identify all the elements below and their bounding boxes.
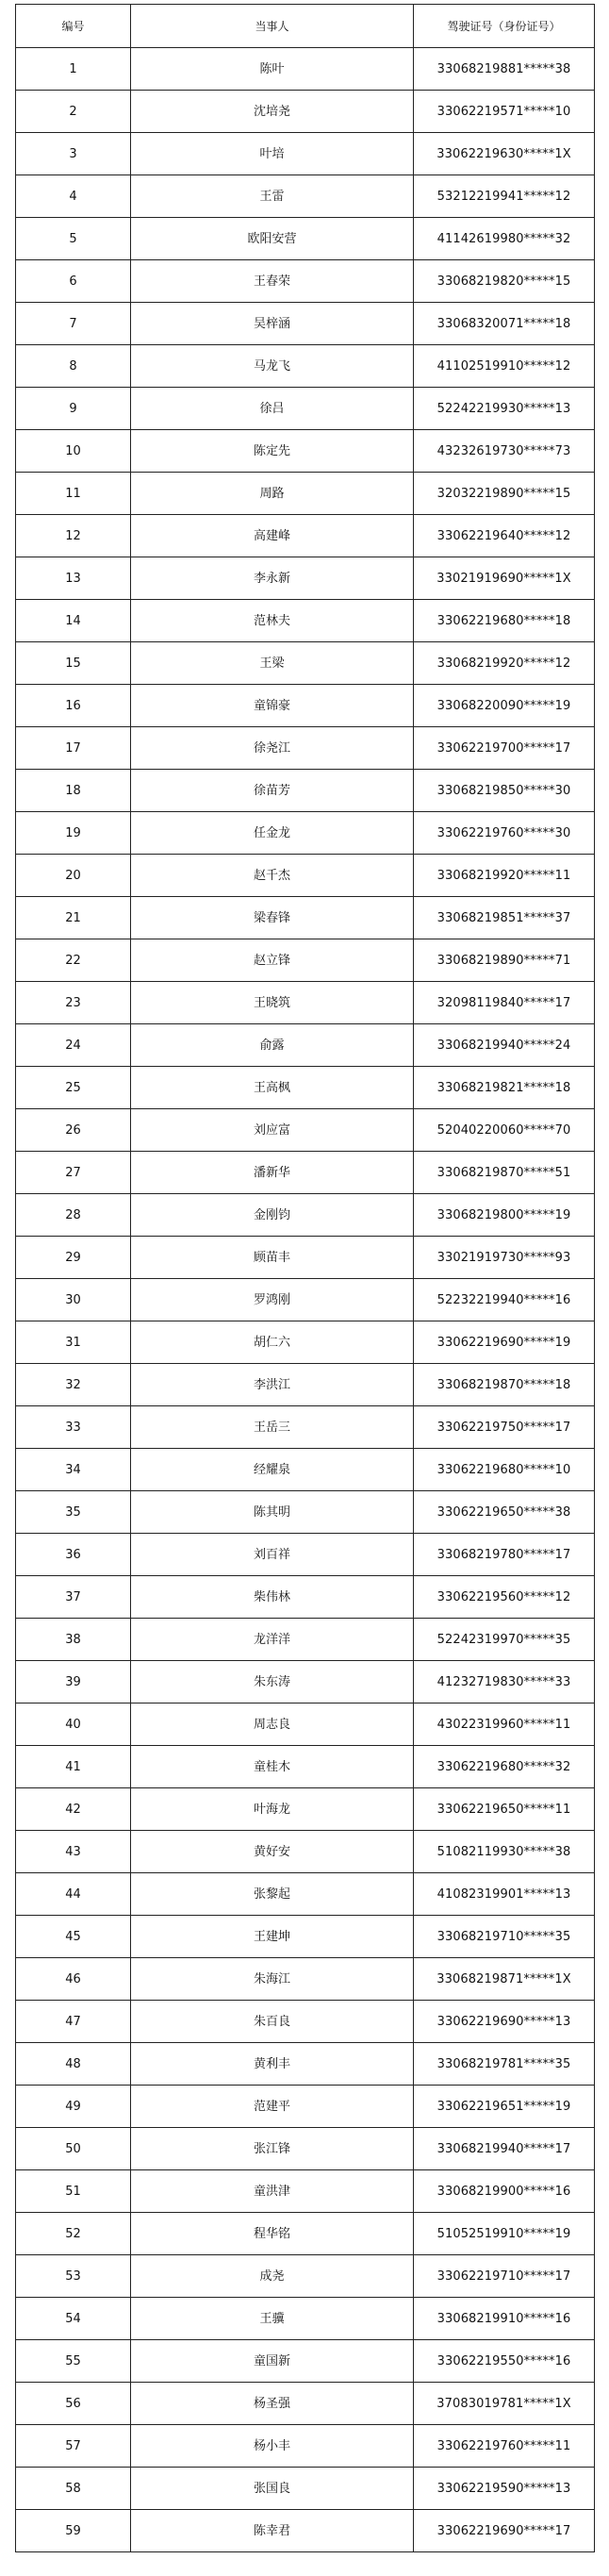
row-number: 14: [16, 600, 131, 642]
table-row: [16, 1406, 595, 1449]
license-id: 32098119840*****17: [414, 982, 595, 1024]
table-row: [16, 812, 595, 855]
row-number: 31: [16, 1321, 131, 1364]
table-row: [16, 218, 595, 260]
table-row: [16, 1491, 595, 1534]
license-id: 43232619730*****73: [414, 430, 595, 473]
license-id: 33068219710*****35: [414, 1916, 595, 1958]
license-id: 52242219930*****13: [414, 388, 595, 430]
party-name: 徐苗芳: [131, 770, 414, 812]
party-name: 张黎起: [131, 1873, 414, 1916]
row-number: 21: [16, 897, 131, 939]
party-name: 张国良: [131, 2468, 414, 2510]
license-id: 33068219940*****24: [414, 1024, 595, 1067]
table-row: [16, 2510, 595, 2552]
party-name: 王骥: [131, 2298, 414, 2340]
table-row: [16, 727, 595, 770]
party-name: 赵千杰: [131, 855, 414, 897]
license-id: 33021919730*****93: [414, 1237, 595, 1279]
table-row: [16, 133, 595, 175]
table-row: [16, 1152, 595, 1194]
header-row: [16, 5, 595, 48]
party-name: 马龙飞: [131, 345, 414, 388]
license-id: 33068219820*****15: [414, 260, 595, 303]
table-row: [16, 303, 595, 345]
header-id: 驾驶证号（身份证号）: [414, 5, 595, 48]
license-id: 33062219630*****1X: [414, 133, 595, 175]
party-name: 黄好安: [131, 1831, 414, 1873]
table-row: [16, 2468, 595, 2510]
party-name: 杨小丰: [131, 2425, 414, 2468]
row-number: 37: [16, 1576, 131, 1619]
table-row: [16, 2170, 595, 2213]
row-number: 46: [16, 1958, 131, 2001]
table-row: [16, 897, 595, 939]
row-number: 57: [16, 2425, 131, 2468]
table-row: [16, 1661, 595, 1703]
party-name: 罗鸿刚: [131, 1279, 414, 1321]
party-name: 陈幸君: [131, 2510, 414, 2552]
table-body: [16, 48, 595, 2552]
license-id: 33068219881*****38: [414, 48, 595, 91]
party-name: 陈其明: [131, 1491, 414, 1534]
party-name: 童国新: [131, 2340, 414, 2383]
row-number: 43: [16, 1831, 131, 1873]
license-id: 33068219821*****18: [414, 1067, 595, 1109]
license-id: 33068219900*****16: [414, 2170, 595, 2213]
license-id: 33068219870*****18: [414, 1364, 595, 1406]
table-row: [16, 345, 595, 388]
table-row: [16, 1619, 595, 1661]
license-id: 43022319960*****11: [414, 1703, 595, 1746]
license-id: 33068219781*****35: [414, 2043, 595, 2086]
license-id: 33068219910*****16: [414, 2298, 595, 2340]
license-id: 33062219640*****12: [414, 515, 595, 557]
table-row: [16, 1831, 595, 1873]
row-number: 26: [16, 1109, 131, 1152]
license-id: 33068219890*****71: [414, 939, 595, 982]
license-id: 33068219940*****17: [414, 2128, 595, 2170]
table-row: [16, 1916, 595, 1958]
license-id: 33062219590*****13: [414, 2468, 595, 2510]
table-row: [16, 939, 595, 982]
license-id: 32032219890*****15: [414, 473, 595, 515]
license-id: 41142619980*****32: [414, 218, 595, 260]
row-number: 30: [16, 1279, 131, 1321]
table-row: [16, 515, 595, 557]
table-row: [16, 2128, 595, 2170]
license-id: 33062219680*****18: [414, 600, 595, 642]
row-number: 28: [16, 1194, 131, 1237]
table-row: [16, 982, 595, 1024]
license-id: 33068219800*****19: [414, 1194, 595, 1237]
row-number: 39: [16, 1661, 131, 1703]
license-id: 41102519910*****12: [414, 345, 595, 388]
license-id: 52232219940*****16: [414, 1279, 595, 1321]
table-row: [16, 1024, 595, 1067]
row-number: 29: [16, 1237, 131, 1279]
row-number: 24: [16, 1024, 131, 1067]
table-row: [16, 388, 595, 430]
party-name: 王岳三: [131, 1406, 414, 1449]
records-table: [15, 4, 595, 2552]
party-name: 柴伟林: [131, 1576, 414, 1619]
license-id: 33062219690*****19: [414, 1321, 595, 1364]
party-name: 顾苗丰: [131, 1237, 414, 1279]
row-number: 11: [16, 473, 131, 515]
row-number: 56: [16, 2383, 131, 2425]
license-id: 51082119930*****38: [414, 1831, 595, 1873]
row-number: 51: [16, 2170, 131, 2213]
table-row: [16, 1109, 595, 1152]
party-name: 童桂木: [131, 1746, 414, 1788]
license-id: 52242319970*****35: [414, 1619, 595, 1661]
row-number: 42: [16, 1788, 131, 1831]
row-number: 47: [16, 2001, 131, 2043]
party-name: 高建峰: [131, 515, 414, 557]
party-name: 徐吕: [131, 388, 414, 430]
table-row: [16, 2383, 595, 2425]
row-number: 35: [16, 1491, 131, 1534]
table-row: [16, 2340, 595, 2383]
table-row: [16, 1788, 595, 1831]
table-row: [16, 1703, 595, 1746]
row-number: 41: [16, 1746, 131, 1788]
table-row: [16, 260, 595, 303]
row-number: 7: [16, 303, 131, 345]
table-row: [16, 600, 595, 642]
table-row: [16, 1279, 595, 1321]
license-id: 33068219780*****17: [414, 1534, 595, 1576]
license-id: 33062219690*****13: [414, 2001, 595, 2043]
party-name: 王高枫: [131, 1067, 414, 1109]
license-id: 52040220060*****70: [414, 1109, 595, 1152]
party-name: 王春荣: [131, 260, 414, 303]
row-number: 44: [16, 1873, 131, 1916]
party-name: 范林夫: [131, 600, 414, 642]
party-name: 朱海江: [131, 1958, 414, 2001]
license-id: 53212219941*****12: [414, 175, 595, 218]
party-name: 黄利丰: [131, 2043, 414, 2086]
license-id: 33068219851*****37: [414, 897, 595, 939]
license-id: 33062219760*****11: [414, 2425, 595, 2468]
license-id: 41082319901*****13: [414, 1873, 595, 1916]
table-row: [16, 1449, 595, 1491]
row-number: 27: [16, 1152, 131, 1194]
license-id: 33068219870*****51: [414, 1152, 595, 1194]
party-name: 金刚钧: [131, 1194, 414, 1237]
license-id: 33062219680*****10: [414, 1449, 595, 1491]
row-number: 45: [16, 1916, 131, 1958]
license-id: 33068219920*****11: [414, 855, 595, 897]
license-id: 33068220090*****19: [414, 685, 595, 727]
license-id: 33062219760*****30: [414, 812, 595, 855]
row-number: 6: [16, 260, 131, 303]
party-name: 李永新: [131, 557, 414, 600]
row-number: 20: [16, 855, 131, 897]
party-name: 刘应富: [131, 1109, 414, 1152]
table-row: [16, 1321, 595, 1364]
row-number: 17: [16, 727, 131, 770]
party-name: 成尧: [131, 2255, 414, 2298]
party-name: 俞露: [131, 1024, 414, 1067]
party-name: 张江锋: [131, 2128, 414, 2170]
table-row: [16, 1194, 595, 1237]
table-row: [16, 685, 595, 727]
header-name: 当事人: [131, 5, 414, 48]
license-id: 33062219680*****32: [414, 1746, 595, 1788]
party-name: 朱东涛: [131, 1661, 414, 1703]
row-number: 33: [16, 1406, 131, 1449]
party-name: 叶海龙: [131, 1788, 414, 1831]
license-id: 33062219560*****12: [414, 1576, 595, 1619]
license-id: 33062219650*****11: [414, 1788, 595, 1831]
table-row: [16, 1576, 595, 1619]
row-number: 59: [16, 2510, 131, 2552]
row-number: 5: [16, 218, 131, 260]
row-number: 18: [16, 770, 131, 812]
row-number: 4: [16, 175, 131, 218]
license-id: 33062219550*****16: [414, 2340, 595, 2383]
row-number: 38: [16, 1619, 131, 1661]
row-number: 36: [16, 1534, 131, 1576]
row-number: 1: [16, 48, 131, 91]
license-id: 33068219850*****30: [414, 770, 595, 812]
license-id: 33068219871*****1X: [414, 1958, 595, 2001]
table-row: [16, 770, 595, 812]
row-number: 3: [16, 133, 131, 175]
table-header: [16, 5, 595, 48]
license-id: 33062219571*****10: [414, 91, 595, 133]
party-name: 梁春锋: [131, 897, 414, 939]
row-number: 10: [16, 430, 131, 473]
row-number: 32: [16, 1364, 131, 1406]
row-number: 49: [16, 2086, 131, 2128]
party-name: 叶培: [131, 133, 414, 175]
row-number: 13: [16, 557, 131, 600]
party-name: 童洪津: [131, 2170, 414, 2213]
party-name: 胡仁六: [131, 1321, 414, 1364]
party-name: 赵立锋: [131, 939, 414, 982]
table-row: [16, 1067, 595, 1109]
row-number: 52: [16, 2213, 131, 2255]
license-id: 51052519910*****19: [414, 2213, 595, 2255]
party-name: 朱百良: [131, 2001, 414, 2043]
table-row: [16, 2043, 595, 2086]
party-name: 李洪江: [131, 1364, 414, 1406]
party-name: 王雷: [131, 175, 414, 218]
license-id: 41232719830*****33: [414, 1661, 595, 1703]
party-name: 潘新华: [131, 1152, 414, 1194]
table-row: [16, 473, 595, 515]
party-name: 吴梓涵: [131, 303, 414, 345]
row-number: 34: [16, 1449, 131, 1491]
license-id: 33062219700*****17: [414, 727, 595, 770]
party-name: 陈定先: [131, 430, 414, 473]
table-row: [16, 1237, 595, 1279]
party-name: 刘百祥: [131, 1534, 414, 1576]
party-name: 沈培尧: [131, 91, 414, 133]
party-name: 王晓筑: [131, 982, 414, 1024]
row-number: 50: [16, 2128, 131, 2170]
table-row: [16, 1364, 595, 1406]
row-number: 58: [16, 2468, 131, 2510]
row-number: 2: [16, 91, 131, 133]
table-row: [16, 1746, 595, 1788]
header-no: 编号: [16, 5, 131, 48]
party-name: 童锦豪: [131, 685, 414, 727]
table-row: [16, 1958, 595, 2001]
row-number: 16: [16, 685, 131, 727]
table-row: [16, 2213, 595, 2255]
table-row: [16, 2425, 595, 2468]
table-row: [16, 2086, 595, 2128]
table-row: [16, 430, 595, 473]
row-number: 8: [16, 345, 131, 388]
table-row: [16, 91, 595, 133]
license-id: 33062219651*****19: [414, 2086, 595, 2128]
row-number: 12: [16, 515, 131, 557]
party-name: 周志良: [131, 1703, 414, 1746]
license-id: 33068320071*****18: [414, 303, 595, 345]
row-number: 53: [16, 2255, 131, 2298]
party-name: 龙洋洋: [131, 1619, 414, 1661]
party-name: 陈叶: [131, 48, 414, 91]
table-row: [16, 1873, 595, 1916]
party-name: 经耀泉: [131, 1449, 414, 1491]
party-name: 任金龙: [131, 812, 414, 855]
table-row: [16, 2298, 595, 2340]
table-row: [16, 557, 595, 600]
row-number: 55: [16, 2340, 131, 2383]
party-name: 王建坤: [131, 1916, 414, 1958]
row-number: 22: [16, 939, 131, 982]
party-name: 范建平: [131, 2086, 414, 2128]
row-number: 15: [16, 642, 131, 685]
table-row: [16, 175, 595, 218]
table-row: [16, 2001, 595, 2043]
license-id: 33062219750*****17: [414, 1406, 595, 1449]
party-name: 程华铭: [131, 2213, 414, 2255]
license-id: 33062219650*****38: [414, 1491, 595, 1534]
party-name: 杨圣强: [131, 2383, 414, 2425]
row-number: 9: [16, 388, 131, 430]
row-number: 48: [16, 2043, 131, 2086]
license-id: 37083019781*****1X: [414, 2383, 595, 2425]
table-row: [16, 2255, 595, 2298]
license-id: 33062219690*****17: [414, 2510, 595, 2552]
row-number: 40: [16, 1703, 131, 1746]
row-number: 25: [16, 1067, 131, 1109]
party-name: 周路: [131, 473, 414, 515]
party-name: 徐尧江: [131, 727, 414, 770]
row-number: 19: [16, 812, 131, 855]
row-number: 54: [16, 2298, 131, 2340]
license-id: 33068219920*****12: [414, 642, 595, 685]
license-id: 33021919690*****1X: [414, 557, 595, 600]
table-row: [16, 48, 595, 91]
table-row: [16, 855, 595, 897]
party-name: 欧阳安营: [131, 218, 414, 260]
party-name: 王梁: [131, 642, 414, 685]
table-row: [16, 642, 595, 685]
table-row: [16, 1534, 595, 1576]
license-id: 33062219710*****17: [414, 2255, 595, 2298]
row-number: 23: [16, 982, 131, 1024]
